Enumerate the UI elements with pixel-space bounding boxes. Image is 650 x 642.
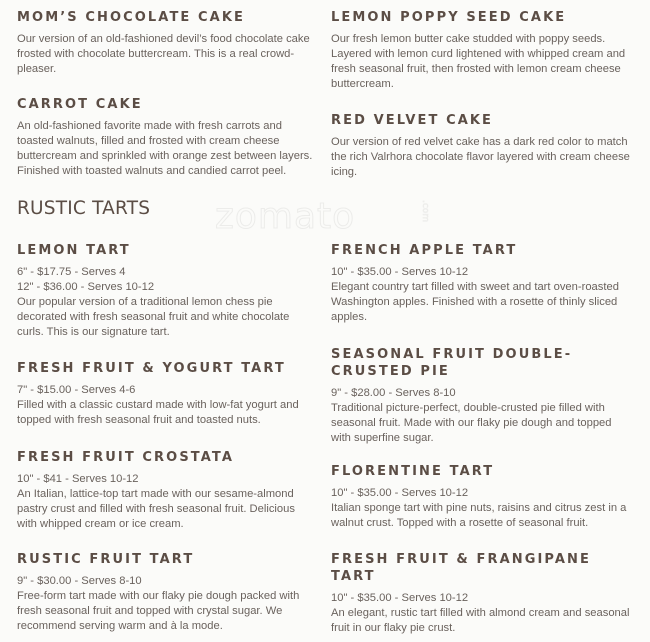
item-description: Our fresh lemon butter cake studded with poppy seeds. Layered with lemon curd lightened with whipped cream and fresh seasonal fruit, then frosted with lemon cream cheese buttercream.: [331, 33, 626, 90]
item-description: Our popular version of a traditional lemon chess pie decorated with fresh seasonal fruit and white chocolate curls. This is our signature tart.: [17, 296, 290, 338]
item-name: FLORENTINE TART: [331, 464, 495, 479]
menu-item-red-velvet-cake: [331, 112, 631, 180]
item-price: 10" - $41 - Serves 10-12: [17, 473, 139, 485]
item-price: 10" - $35.00 - Serves 10-12: [331, 592, 469, 604]
menu-item-fresh-fruit-frangipane-tart: [331, 551, 641, 636]
item-name: LEMON TART: [17, 243, 131, 258]
item-name: RED VELVET CAKE: [331, 113, 494, 128]
zomato-watermark-suffix: .com: [420, 200, 430, 223]
item-description: Traditional picture-perfect, double-crusted pie filled with seasonal fruit. Made with our flaky pie dough and topped with superfine sugar.: [331, 402, 612, 444]
item-price: 6" - $17.75 - Serves 4: [17, 266, 126, 278]
item-description: Our version of red velvet cake has a dark red color to match the rich Valrhora chocolate flavor layered with cream cheese icing.: [331, 136, 630, 178]
item-price: 12" - $36.00 - Serves 10-12: [17, 281, 155, 293]
item-name: FRESH FRUIT & FRANGIPANE TART: [331, 552, 591, 584]
item-name: CARROT CAKE: [17, 97, 143, 112]
item-description: Free-form tart made with our flaky pie dough packed with fresh seasonal fruit and topped with crystal sugar. We recommend serving warm and à la mode.: [17, 590, 300, 632]
item-name: FRESH FRUIT CROSTATA: [17, 450, 235, 465]
zomato-watermark: zomato: [215, 196, 356, 237]
menu-item-florentine-tart: [331, 463, 631, 531]
item-price: 9" - $30.00 - Serves 8-10: [17, 575, 142, 587]
item-description: Elegant country tart filled with sweet and tart oven-roasted Washington apples. Finished with a rosette of thinly sliced apples.: [331, 281, 619, 323]
menu-item-moms-chocolate-cake: [17, 9, 317, 77]
item-name: FRESH FRUIT & YOGURT TART: [17, 361, 286, 376]
item-name: SEASONAL FRUIT DOUBLE-CRUSTED PIE: [331, 347, 573, 379]
item-price: 7" - $15.00 - Serves 4-6: [17, 384, 136, 396]
item-name: MOM’S CHOCOLATE CAKE: [17, 10, 245, 25]
item-price: 9" - $28.00 - Serves 8-10: [331, 387, 456, 399]
item-description: An elegant, rustic tart filled with almond cream and seasonal fruit in our flaky pie crust.: [331, 607, 630, 634]
item-description: Filled with a classic custard made with low-fat yogurt and topped with fresh seasonal fruit and toasted nuts.: [17, 399, 299, 426]
menu-item-seasonal-fruit-double-crusted-pie: [331, 346, 612, 446]
item-price: 10" - $35.00 - Serves 10-12: [331, 266, 469, 278]
menu-item-french-apple-tart: [331, 242, 631, 325]
menu-item-lemon-tart: [17, 242, 317, 340]
item-name: FRENCH APPLE TART: [331, 243, 518, 258]
menu-item-fresh-fruit-crostata: [17, 449, 317, 532]
item-name: RUSTIC FRUIT TART: [17, 552, 195, 567]
menu-item-lemon-poppy-seed-cake: [331, 9, 631, 92]
item-name: LEMON POPPY SEED CAKE: [331, 10, 567, 25]
menu-item-carrot-cake: [17, 96, 317, 179]
section-title-rustic-tarts: RUSTIC TARTS: [17, 198, 151, 219]
item-description: An Italian, lattice-top tart made with our sesame-almond pastry crust and filled with fresh seasonal fruit. Delicious with whipped cream or ice cream.: [17, 488, 295, 530]
menu-item-rustic-fruit-tart: [17, 551, 317, 634]
item-description: Italian sponge tart with pine nuts, raisins and citrus zest in a walnut crust. Topped with a rosette of seasonal fruit.: [331, 502, 627, 529]
item-description: Our version of an old-fashioned devil’s food chocolate cake frosted with chocolate buttercream. This is a real crowd-pleaser.: [17, 33, 310, 75]
item-description: An old-fashioned favorite made with fresh carrots and toasted walnuts, filled and frosted with cream cheese buttercream and sprinkled with orange zest between layers. Finished with toasted walnuts and candied carrot peel.: [17, 120, 313, 177]
item-price: 10" - $35.00 - Serves 10-12: [331, 487, 469, 499]
menu-item-fresh-fruit-yogurt-tart: [17, 360, 317, 428]
